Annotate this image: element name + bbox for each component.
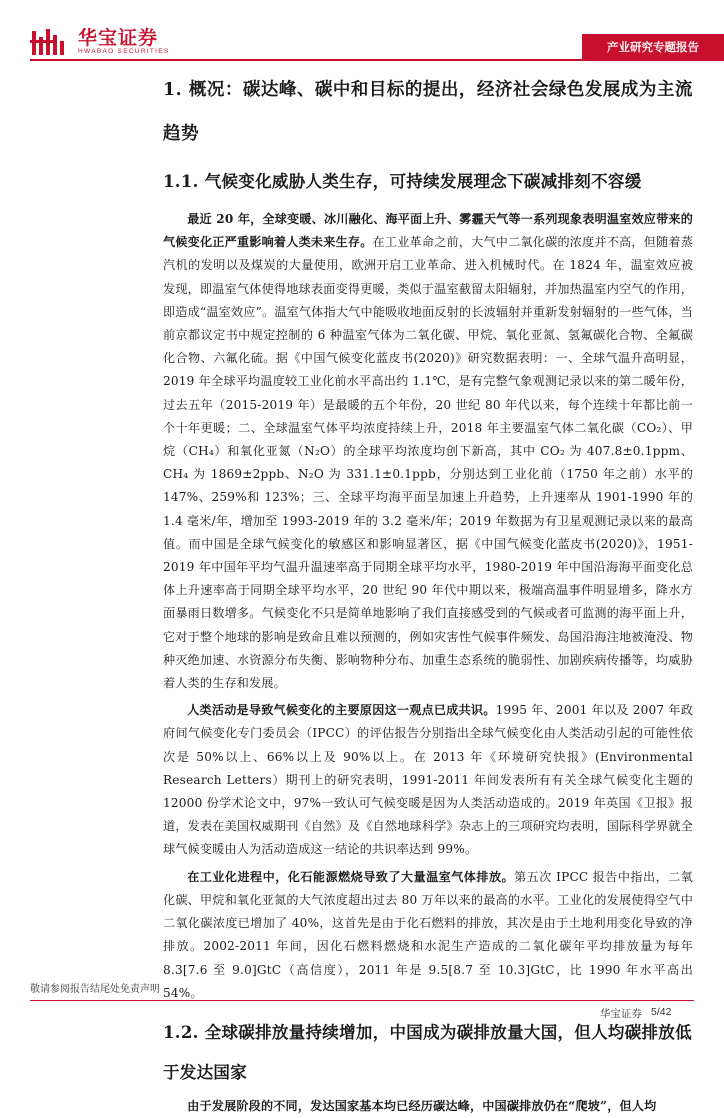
paragraph-1 [163,208,693,695]
logo-english-name: HWABAO SECURITIES [78,48,170,55]
paragraph-2-text: 1995 年、2001 年以及 2007 年政府间气候变化专门委员会（IPCC）的评估报告分别指出全球气候变化由人类活动引起的可能性依次是 50%以上、66%以上及 90%以上。在 2013 年《环境研究快报》(Environmental Research Letters）期刊上的研究表明，1991-2011 年间发表所有有关全球气候变化主题的 12000 份学术论文中，97%一致认可气候变暖是因为人类活动造成的。2019 年英国《卫报》报道，发表在美国权威期刊《自然》及《自然地球科学》杂志上的三项研究均表明，国际科学界就全球气候变暖由人为活动造成这一结论的共识率达到 99%。 [163,703,693,857]
section-1-heading: 1. 概况：碳达峰、碳中和目标的提出，经济社会绿色发展成为主流趋势 [163,80,693,144]
paragraph-2-lead: 人类活动是导致气候变化的主要原因这一观点已成共识。 [187,703,496,718]
paragraph-4 [163,1095,693,1118]
paragraph-1-text: 在工业革命之前，大气中二氧化碳的浓度并不高，但随着蒸汽机的发明以及煤炭的大量使用，欧洲开启工业革命、进入机械时代。在 1824 年，温室效应被发现，即温室气体使得地球表面变得更暖，类似于温室截留太阳辐射，并加热温室内空气的作用，即造成“温室效应”。温室气体指大气中能吸收地面反射的长波辐射并重新发射辐射的一些气体，当前京都议定书中规定控制的 6 种温室气体为二氧化碳、甲烷、氧化亚氮、氢氟碳化合物、全氟碳化合物、六氟化硫。据《中国气候变化蓝皮书(2020)》研究数据表明：一、全球气温升高明显，2019 年全球平均温度较工业化前水平高出约 1.1℃，是有完整气象观测记录以来的第二暖年份，过去五年（2015-2019 年）是最暖的五个年份，20 世纪 80 年代以来，每个连续十年都比前一个十年更暖；二、全球温室气体平均浓度持续上升，2018 年主要温室气体二氧化碳（CO₂）、甲烷（CH₄）和氧化亚氮（N₂O）的全球平均浓度均创下新高，其中 CO₂ 为 407.8±0.1ppm、CH₄ 为 1869±2ppb、N₂O 为 331.1±0.1ppb，分别达到工业化前（1750 年之前）水平的 147%、259%和 123%；三、全球平均海平面呈加速上升趋势，上升速率从 1901-1990 年的 1.4 毫米/年，增加至 1993-2019 年的 3.2 毫米/年；2019 年数据为有卫星观测记录以来的最高值。而中国是全球气候变化的敏感区和影响显著区，据《中国气候变化蓝皮书(2020)》，1951-2019 年中国年平均气温升温速率高于同期全球平均水平，1980-2019 年中国沿海海平面变化总体上升速率高于同期全球平均水平，20 世纪 90 年代中期以来，极端高温事件明显增多，降水方面暴雨日数增多。气候变化不只是简单地影响了我们直接感受到的气候或者可监测的海平面上升，它对于整个地球的影响是致命且难以预测的，例如灾害性气候事件频发、岛国沿海注地被淹没、物种灭绝加速、水资源分布失衡、影响物种分布、加重生态系统的脆弱性、加剧疾病传播等，均威胁着人类的生存和发展。 [163,235,693,691]
paragraph-3-lead: 在工业化进程中，化石能源燃烧导致了大量温室气体排放。 [187,869,515,884]
section-1-2-heading: 1.2. 全球碳排放量持续增加，中国成为碳排放量大国，但人均碳排放低于发达国家 [163,1022,692,1082]
paragraph-3-text: 第五次 IPCC 报告中指出，二氧化碳、甲烷和氧化亚氮的大气浓度超出过去 80 万年以来的最高的水平。工业化的发展使得空气中二氧化碳浓度已增加了 40%，这首先是由于化石燃料的排放，其次是由于土地利用变化导致的净排放。2002-2011 年间，因化石燃料燃烧和水泥生产造成的二氧化碳年平均排放量为每年 8.3[7.6 至 9.0]GtC（高信度），2011 年是 9.5[8.7 至 10.3]GtC，比 1990 年水平高出 54%。 [163,869,694,1000]
logo-chinese-name: 华宝证券 [78,27,159,49]
section-1-1-heading: 1.1. 气候变化威胁人类生存，可持续发展理念下碳减排刻不容缓 [163,172,642,191]
paragraph-4-lead: 由于发展阶段的不同，发达国家基本均已经历碳达峰，中国碳排放仍在“爬坡”，但人均 [187,1098,657,1113]
paragraph-3 [163,866,693,1005]
footer-divider [30,1000,694,1001]
footer-brand: 华宝证券 [600,1008,642,1020]
hwabao-logo-icon [30,27,74,57]
report-type-label: 产业研究专题报告 [582,34,724,60]
main-content [163,68,693,1118]
company-logo [30,27,170,57]
paragraph-1-lead: 最近 20 年，全球变暖、冰川融化、海平面上升、雾霾天气等一系列现象表明温室效应带来的气候变化正严重影响着人类未来生存。 [163,212,693,250]
paragraph-2 [163,699,693,861]
disclaimer-note: 敬请参阅报告结尾处免责声明 [30,984,160,995]
page-number: 5/42 [651,1006,672,1018]
header-divider [30,59,724,61]
page-header [0,0,724,62]
